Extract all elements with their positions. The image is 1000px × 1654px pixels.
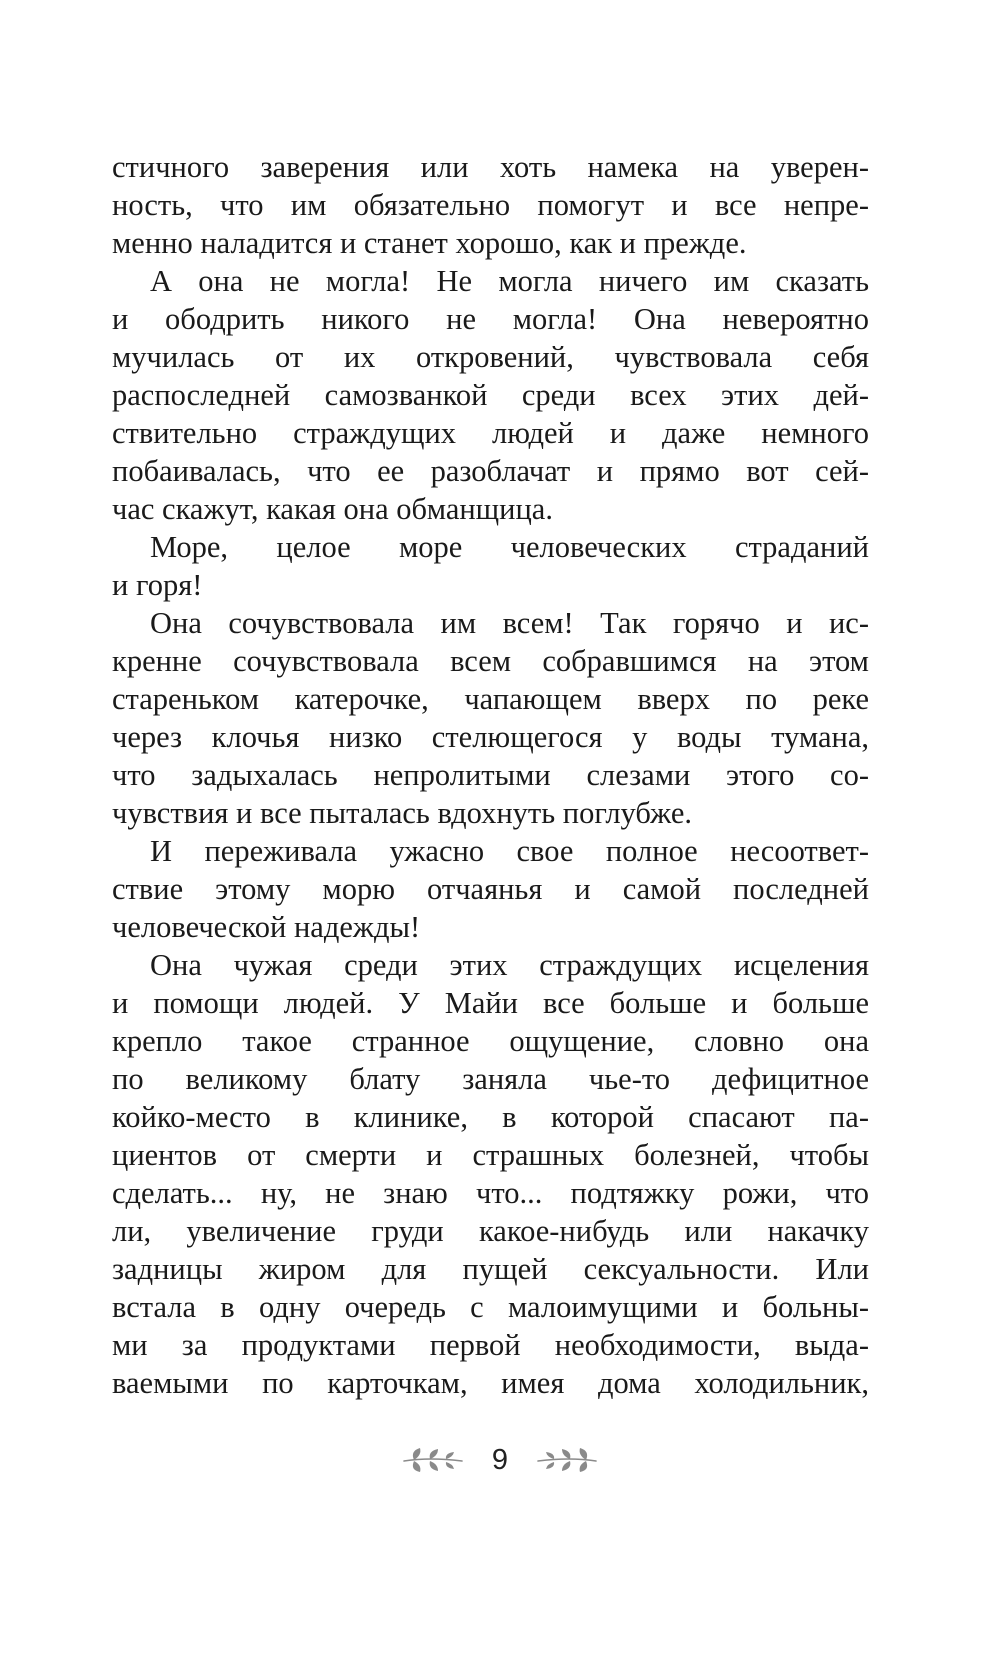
page-number: 9 bbox=[491, 1443, 509, 1476]
text-line: стичного заверения или хоть намека на уверен- bbox=[112, 150, 869, 184]
text-line: и помощи людей. У Майи все больше и больше bbox=[112, 986, 869, 1020]
text-line: что задыхалась непролитыми слезами этого со- bbox=[112, 758, 869, 792]
text-line: ность, что им обязательно помогут и все непре- bbox=[112, 188, 869, 222]
text-line: через клочья низко стелющегося у воды тумана, bbox=[112, 720, 869, 754]
text-line: сделать... ну, не знаю что... подтяжку рожи, что bbox=[112, 1176, 869, 1210]
text-line: ваемыми по карточкам, имея дома холодильник, bbox=[112, 1366, 869, 1400]
page-footer bbox=[0, 1432, 1000, 1488]
text-line: ми за продуктами первой необходимости, выда- bbox=[112, 1328, 869, 1362]
text-line: и горя! bbox=[112, 568, 203, 602]
text-line: по великому блату заняла чье-то дефицитное bbox=[112, 1062, 869, 1096]
text-line: задницы жиром для пущей сексуальности. Или bbox=[112, 1252, 869, 1286]
text-line: чувствия и все пыталась вдохнуть поглубже. bbox=[112, 796, 692, 830]
body-text bbox=[112, 148, 869, 1402]
text-line: ствие этому морю отчаянья и самой последней bbox=[112, 872, 869, 906]
text-line: кренне сочувствовала всем собравшимся на этом bbox=[112, 644, 869, 678]
text-line: менно наладится и станет хорошо, как и прежде. bbox=[112, 226, 747, 260]
text-line: Она сочувствовала им всем! Так горячо и ис- bbox=[150, 606, 869, 640]
laurel-branch-left-icon bbox=[400, 1445, 466, 1475]
text-line: А она не могла! Не могла ничего им сказать bbox=[150, 264, 869, 298]
text-line: крепло такое странное ощущение, словно она bbox=[112, 1024, 869, 1058]
text-line: ли, увеличение груди какое-нибудь или накачку bbox=[112, 1214, 869, 1248]
laurel-branch-right-icon bbox=[534, 1445, 600, 1475]
text-line: стареньком катерочке, чапающем вверх по реке bbox=[112, 682, 869, 716]
text-line: мучилась от их откровений, чувствовала себя bbox=[112, 340, 869, 374]
text-line: И переживала ужасно свое полное несоответ- bbox=[150, 834, 869, 868]
text-line: Море, целое море человеческих страданий bbox=[150, 530, 869, 564]
text-line: распоследней самозванкой среди всех этих дей- bbox=[112, 378, 869, 412]
text-line: циентов от смерти и страшных болезней, чтобы bbox=[112, 1138, 869, 1172]
text-line: встала в одну очередь с малоимущими и больны- bbox=[112, 1290, 869, 1324]
text-line: человеческой надежды! bbox=[112, 910, 421, 944]
text-line: Она чужая среди этих страждущих исцеления bbox=[150, 948, 869, 982]
text-line: и ободрить никого не могла! Она невероятно bbox=[112, 302, 869, 336]
text-line: ствительно страждущих людей и даже немного bbox=[112, 416, 869, 450]
text-line: побаивалась, что ее разоблачат и прямо вот сей- bbox=[112, 454, 869, 488]
text-line: койко-место в клинике, в которой спасают па- bbox=[112, 1100, 869, 1134]
text-line: час скажут, какая она обманщица. bbox=[112, 492, 553, 526]
